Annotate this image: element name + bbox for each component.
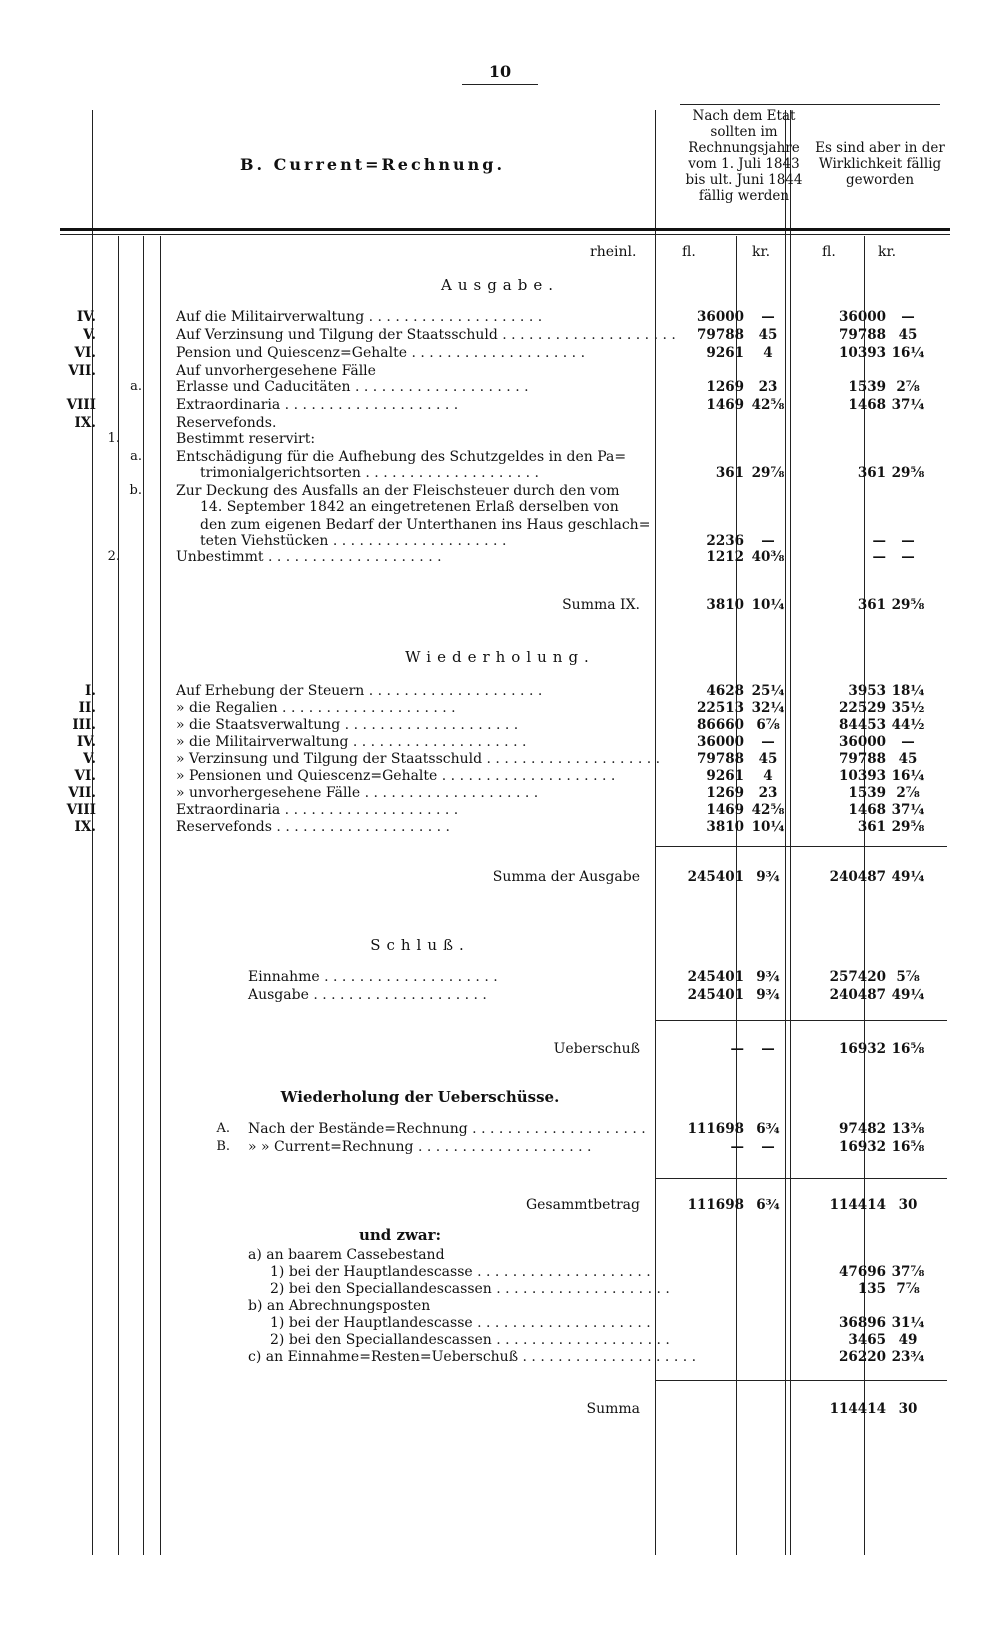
value-fl1: 9261 (706, 768, 744, 784)
value-fl1: 1212 (706, 549, 744, 565)
value-fl1: 111698 (687, 1121, 744, 1137)
leader-dots: . . . . . . . . . . . . . . . . . . . . (340, 717, 519, 733)
leader-dots: . . . . . . . . . . . . . . . . . . . . (271, 819, 450, 835)
value-kr2: — (901, 549, 915, 565)
table-row (0, 1348, 1000, 1366)
row-label: » die Militairverwaltung . . . . . . . . . . . . . . . . . . . . (176, 734, 527, 750)
leader-dots: . . . . . . . . . . . . . . . . . . . . (280, 397, 459, 413)
value-fl2: 135 (857, 1281, 886, 1297)
value-kr2: 16¼ (891, 768, 925, 784)
table-row (0, 498, 1000, 516)
value-kr1: 9¾ (756, 987, 780, 1003)
item-letter: a. (130, 449, 142, 464)
value-fl2: 16932 (839, 1139, 886, 1155)
value-fl1: 3810 (706, 597, 744, 613)
header-rule-thin (60, 234, 950, 235)
unit-fl-etat: fl. (682, 244, 696, 260)
row-label: » » Current=Rechnung . . . . . . . . . . . . . . . . . . . . (248, 1139, 592, 1155)
leader-dots: . . . . . . . . . . . . . . . . . . . . (364, 309, 543, 325)
value-fl1: 1469 (706, 802, 744, 818)
row-label: teten Viehstücken . . . . . . . . . . . . . . . . . . . . (200, 533, 507, 549)
value-kr2: 37⅞ (891, 1264, 925, 1280)
value-kr1: 9¾ (756, 969, 780, 985)
table-row (0, 378, 1000, 396)
value-kr1: 45 (758, 751, 778, 767)
roman-numeral: IX. (74, 415, 96, 431)
table-row (0, 968, 1000, 986)
value-fl1: 86660 (697, 717, 744, 733)
table-row (0, 750, 1000, 768)
value-kr1: — (761, 309, 775, 325)
value-kr1: 32¼ (751, 700, 785, 716)
table-row (0, 1040, 1000, 1058)
item-letter: B. (216, 1139, 230, 1154)
table-row (0, 344, 1000, 362)
value-kr1: 40⅜ (751, 549, 785, 565)
row-label: Einnahme . . . . . . . . . . . . . . . . . . . . (248, 969, 498, 985)
value-kr2: 31¼ (891, 1315, 925, 1331)
value-fl2: 16932 (839, 1041, 886, 1057)
table-row (0, 596, 1000, 614)
leader-dots: . . . . . . . . . . . . . . . . . . . . (491, 1332, 670, 1348)
row-label: Summa (586, 1401, 640, 1417)
leader-dots: . . . . . . . . . . . . . . . . . . . . (467, 1121, 646, 1137)
value-fl1: 1269 (706, 379, 744, 395)
value-fl2: 10393 (839, 768, 886, 784)
value-kr2: 45 (898, 327, 918, 343)
roman-numeral: III. (72, 717, 96, 733)
sum-rule-schluss (655, 1020, 947, 1021)
row-label: Extraordinaria . . . . . . . . . . . . . . . . . . . . (176, 397, 459, 413)
roman-numeral: VIII (66, 802, 96, 818)
row-label: a) an baarem Cassebestand (248, 1247, 445, 1263)
row-label: Summa der Ausgabe (492, 869, 640, 885)
table-row (0, 868, 1000, 886)
value-kr2: — (901, 533, 915, 549)
value-fl2: 26220 (839, 1349, 886, 1365)
column-head-etat: Nach dem Etat sollten im Rechnungsjahre vom 1. Juli 1843 bis ult. Juni 1844 fällig werden (685, 108, 803, 204)
header-rule-thick (60, 228, 950, 231)
value-kr1: 23 (758, 379, 778, 395)
value-kr2: 45 (898, 751, 918, 767)
row-label: Summa IX. (562, 597, 640, 613)
value-fl2: 36000 (839, 309, 886, 325)
value-kr2: 18¼ (891, 683, 925, 699)
value-kr2: — (901, 309, 915, 325)
value-kr2: 13⅜ (891, 1121, 925, 1137)
value-fl1: 9261 (706, 345, 744, 361)
row-label: Ueberschuß (553, 1041, 640, 1057)
value-kr2: 29⅝ (891, 597, 925, 613)
page-number: 10 (488, 62, 512, 81)
row-label: » unvorhergesehene Fälle . . . . . . . . . . . . . . . . . . . . (176, 785, 539, 801)
sum-rule-ausgabe (655, 846, 947, 847)
value-fl2: 1468 (848, 397, 886, 413)
value-kr1: 6¾ (756, 1121, 780, 1137)
leader-dots: . . . . . . . . . . . . . . . . . . . . (482, 751, 661, 767)
value-kr1: 42⅝ (751, 802, 785, 818)
roman-numeral: VI. (74, 768, 96, 784)
table-row (0, 733, 1000, 751)
value-kr2: 5⅞ (896, 969, 920, 985)
row-label: Erlasse und Caducitäten . . . . . . . . . . . . . . . . . . . . (176, 379, 529, 395)
value-fl1: 22513 (697, 700, 744, 716)
table-row (0, 1246, 1000, 1264)
roman-numeral: IV. (76, 309, 96, 325)
value-kr2: 44½ (891, 717, 925, 733)
value-kr2: 29⅝ (891, 465, 925, 481)
value-kr2: 49 (898, 1332, 918, 1348)
value-kr2: 37¼ (891, 397, 925, 413)
value-kr1: 4 (763, 345, 773, 361)
row-label: Auf die Militairverwaltung . . . . . . . . . . . . . . . . . . . . (176, 309, 543, 325)
table-row (0, 682, 1000, 700)
table-row (0, 430, 1000, 448)
value-kr2: 30 (898, 1197, 918, 1213)
wied-ueber-heading: Wiederholung der Ueberschüsse. (280, 1088, 560, 1106)
value-fl1: 245401 (687, 869, 744, 885)
value-fl2: 10393 (839, 345, 886, 361)
table-row (0, 1138, 1000, 1156)
value-fl1: 3810 (706, 819, 744, 835)
leader-dots: . . . . . . . . . . . . . . . . . . . . (360, 465, 539, 481)
value-kr2: 16⅝ (891, 1041, 925, 1057)
row-label: 1) bei der Hauptlandescasse . . . . . . . . . . . . . . . . . . . . (270, 1315, 651, 1331)
leader-dots: . . . . . . . . . . . . . . . . . . . . (407, 345, 586, 361)
item-letter: a. (130, 379, 142, 394)
leader-dots: . . . . . . . . . . . . . . . . . . . . (437, 768, 616, 784)
leader-dots: . . . . . . . . . . . . . . . . . . . . (277, 700, 456, 716)
leader-dots: . . . . . . . . . . . . . . . . . . . . (413, 1139, 592, 1155)
value-fl1: 111698 (687, 1197, 744, 1213)
value-fl1: 2236 (706, 533, 744, 549)
leader-dots: . . . . . . . . . . . . . . . . . . . . (308, 987, 487, 1003)
row-label: den zum eigenen Bedarf der Unterthanen ins Haus geschlach= (200, 517, 651, 533)
roman-numeral: IV. (76, 734, 96, 750)
value-kr2: 16⅝ (891, 1139, 925, 1155)
und-zwar-heading: und zwar: (358, 1226, 442, 1244)
row-label: Entschädigung für die Aufhebung des Schutzgeldes in den Pa= (176, 449, 627, 465)
column-head-wirklichkeit: Es sind aber in der Wirklichkeit fällig geworden (815, 140, 945, 188)
value-kr2: 30 (898, 1401, 918, 1417)
table-row (0, 767, 1000, 785)
value-fl2: 36000 (839, 734, 886, 750)
leader-dots: . . . . . . . . . . . . . . . . . . . . (472, 1315, 651, 1331)
leader-dots: . . . . . . . . . . . . . . . . . . . . (319, 969, 498, 985)
value-fl2: 47696 (839, 1264, 886, 1280)
item-number: 2. (107, 549, 120, 564)
sum-rule-gesammt (655, 1178, 947, 1179)
value-kr1: 4 (763, 768, 773, 784)
item-letter: b. (129, 483, 142, 498)
unit-fl-wirk: fl. (822, 244, 836, 260)
value-fl2: 1539 (848, 379, 886, 395)
row-label: Reservefonds . . . . . . . . . . . . . . . . . . . . (176, 819, 450, 835)
row-label: » die Regalien . . . . . . . . . . . . . . . . . . . . (176, 700, 456, 716)
roman-numeral: VII. (68, 785, 96, 801)
roman-numeral: IX. (74, 819, 96, 835)
value-fl1: 1269 (706, 785, 744, 801)
value-fl1: 4628 (706, 683, 744, 699)
row-label: 1) bei der Hauptlandescasse . . . . . . . . . . . . . . . . . . . . (270, 1264, 651, 1280)
schluss-heading: Schluß. (370, 936, 470, 954)
leader-dots: . . . . . . . . . . . . . . . . . . . . (328, 533, 507, 549)
row-label: Auf unvorhergesehene Fälle (176, 363, 376, 379)
row-label: Bestimmt reservirt: (176, 431, 316, 447)
value-kr2: 37¼ (891, 802, 925, 818)
value-kr1: 10¼ (751, 597, 785, 613)
row-label: Nach der Bestände=Rechnung . . . . . . . . . . . . . . . . . . . . (248, 1121, 646, 1137)
row-label: » Pensionen und Quiescenz=Gehalte . . . . . . . . . . . . . . . . . . . . (176, 768, 616, 784)
row-label: 14. September 1842 an eingetretenen Erlaß derselben von (200, 499, 619, 515)
table-row (0, 716, 1000, 734)
value-fl2: 84453 (839, 717, 886, 733)
leader-dots: . . . . . . . . . . . . . . . . . . . . (518, 1349, 697, 1365)
value-kr2: 49¼ (891, 987, 925, 1003)
table-row (0, 699, 1000, 717)
table-row (0, 396, 1000, 414)
roman-numeral: V. (83, 751, 96, 767)
value-fl2: 3953 (848, 683, 886, 699)
row-label: 2) bei den Speciallandescassen . . . . . . . . . . . . . . . . . . . . (270, 1332, 670, 1348)
value-kr1: 25¼ (751, 683, 785, 699)
value-fl2: 361 (857, 597, 886, 613)
value-fl2: 36896 (839, 1315, 886, 1331)
value-fl2: 97482 (839, 1121, 886, 1137)
value-fl2: 3465 (848, 1332, 886, 1348)
value-kr2: — (901, 734, 915, 750)
row-label: 2) bei den Speciallandescassen . . . . . . . . . . . . . . . . . . . . (270, 1281, 670, 1297)
leader-dots: . . . . . . . . . . . . . . . . . . . . (360, 785, 539, 801)
value-fl2: 1468 (848, 802, 886, 818)
unit-kr-etat: kr. (752, 244, 771, 260)
row-label: Unbestimmt . . . . . . . . . . . . . . . . . . . . (176, 549, 442, 565)
header-top-rule (680, 104, 940, 105)
value-kr2: 23¾ (891, 1349, 925, 1365)
value-kr2: 2⅞ (896, 379, 920, 395)
table-row (0, 986, 1000, 1004)
value-fl2: 114414 (829, 1197, 886, 1213)
table-row (0, 818, 1000, 836)
value-fl1: 36000 (697, 309, 744, 325)
item-letter: A. (216, 1121, 230, 1136)
leader-dots: . . . . . . . . . . . . . . . . . . . . (472, 1264, 651, 1280)
row-label: Zur Deckung des Ausfalls an der Fleischsteuer durch den vom (176, 483, 620, 499)
value-fl2: 361 (857, 819, 886, 835)
leader-dots: . . . . . . . . . . . . . . . . . . . . (280, 802, 459, 818)
value-kr1: 9¾ (756, 869, 780, 885)
value-kr2: 2⅞ (896, 785, 920, 801)
leader-dots: . . . . . . . . . . . . . . . . . . . . (263, 549, 442, 565)
table-row (0, 308, 1000, 326)
value-fl1: 361 (715, 465, 744, 481)
value-fl2: 79788 (839, 327, 886, 343)
table-row (0, 1297, 1000, 1315)
value-fl1: 245401 (687, 987, 744, 1003)
roman-numeral: I. (84, 683, 96, 699)
table-row (0, 1263, 1000, 1281)
table-row (0, 326, 1000, 344)
leader-dots: . . . . . . . . . . . . . . . . . . . . (350, 379, 529, 395)
value-fl2: 22529 (839, 700, 886, 716)
wiederholung-heading: Wiederholung. (405, 648, 595, 666)
value-kr1: 45 (758, 327, 778, 343)
row-label: » Verzinsung und Tilgung der Staatsschuld . . . . . . . . . . . . . . . . . . . . (176, 751, 661, 767)
value-fl2: 240487 (829, 869, 886, 885)
value-kr1: 23 (758, 785, 778, 801)
value-kr1: 29⅞ (751, 465, 785, 481)
value-fl1: — (730, 1041, 744, 1057)
value-kr2: 16¼ (891, 345, 925, 361)
roman-numeral: V. (83, 327, 96, 343)
roman-numeral: VI. (74, 345, 96, 361)
table-row (0, 784, 1000, 802)
unit-rheinl: rheinl. (590, 244, 637, 260)
table-row (0, 1314, 1000, 1332)
row-label: Reservefonds. (176, 415, 277, 431)
roman-numeral: VIII (66, 397, 96, 413)
row-label: c) an Einnahme=Resten=Ueberschuß . . . . . . . . . . . . . . . . . . . . (248, 1349, 697, 1365)
table-row (0, 801, 1000, 819)
row-label: Auf Erhebung der Steuern . . . . . . . . . . . . . . . . . . . . (176, 683, 543, 699)
value-fl1: — (730, 1139, 744, 1155)
row-label: Auf Verzinsung und Tilgung der Staatsschuld . . . . . . . . . . . . . . . . . . . . (176, 327, 676, 343)
table-row (0, 1120, 1000, 1138)
value-fl2: — (872, 533, 886, 549)
value-fl2: 240487 (829, 987, 886, 1003)
sum-rule-final (655, 1380, 947, 1381)
section-title: B. Current=Rechnung. (240, 155, 506, 174)
leader-dots: . . . . . . . . . . . . . . . . . . . . (497, 327, 676, 343)
ausgabe-heading: Ausgabe. (441, 276, 559, 294)
page-number-rule (462, 84, 538, 85)
value-fl2: 1539 (848, 785, 886, 801)
value-kr1: 6⅞ (756, 717, 780, 733)
value-kr2: 49¼ (891, 869, 925, 885)
table-row (0, 464, 1000, 482)
value-fl1: 1469 (706, 397, 744, 413)
table-row (0, 1280, 1000, 1298)
row-label: Extraordinaria . . . . . . . . . . . . . . . . . . . . (176, 802, 459, 818)
value-kr1: 10¼ (751, 819, 785, 835)
roman-numeral: VII. (68, 363, 96, 379)
value-kr1: — (761, 1139, 775, 1155)
row-label: Pension und Quiescenz=Gehalte . . . . . . . . . . . . . . . . . . . . (176, 345, 586, 361)
table-row (0, 1331, 1000, 1349)
value-kr1: 6¾ (756, 1197, 780, 1213)
value-fl2: 114414 (829, 1401, 886, 1417)
value-fl2: — (872, 549, 886, 565)
table-row (0, 548, 1000, 566)
row-label: b) an Abrechnungsposten (248, 1298, 431, 1314)
value-kr2: 7⅞ (896, 1281, 920, 1297)
leader-dots: . . . . . . . . . . . . . . . . . . . . (364, 683, 543, 699)
value-kr2: 29⅝ (891, 819, 925, 835)
row-label: Ausgabe . . . . . . . . . . . . . . . . . . . . (248, 987, 487, 1003)
value-fl1: 245401 (687, 969, 744, 985)
item-number: 1. (107, 431, 120, 446)
leader-dots: . . . . . . . . . . . . . . . . . . . . (348, 734, 527, 750)
row-label: Gesammtbetrag (525, 1197, 640, 1213)
unit-kr-wirk: kr. (878, 244, 897, 260)
value-fl1: 79788 (697, 327, 744, 343)
roman-numeral: II. (78, 700, 96, 716)
value-kr1: — (761, 734, 775, 750)
table-row (0, 1196, 1000, 1214)
value-kr1: — (761, 533, 775, 549)
row-label: trimonialgerichtsorten . . . . . . . . . . . . . . . . . . . . (200, 465, 539, 481)
value-fl2: 79788 (839, 751, 886, 767)
value-kr1: 42⅝ (751, 397, 785, 413)
value-fl1: 79788 (697, 751, 744, 767)
value-fl2: 361 (857, 465, 886, 481)
leader-dots: . . . . . . . . . . . . . . . . . . . . (491, 1281, 670, 1297)
value-fl1: 36000 (697, 734, 744, 750)
value-fl2: 257420 (829, 969, 886, 985)
table-row (0, 1400, 1000, 1418)
value-kr2: 35½ (891, 700, 925, 716)
row-label: » die Staatsverwaltung . . . . . . . . . . . . . . . . . . . . (176, 717, 519, 733)
value-kr1: — (761, 1041, 775, 1057)
